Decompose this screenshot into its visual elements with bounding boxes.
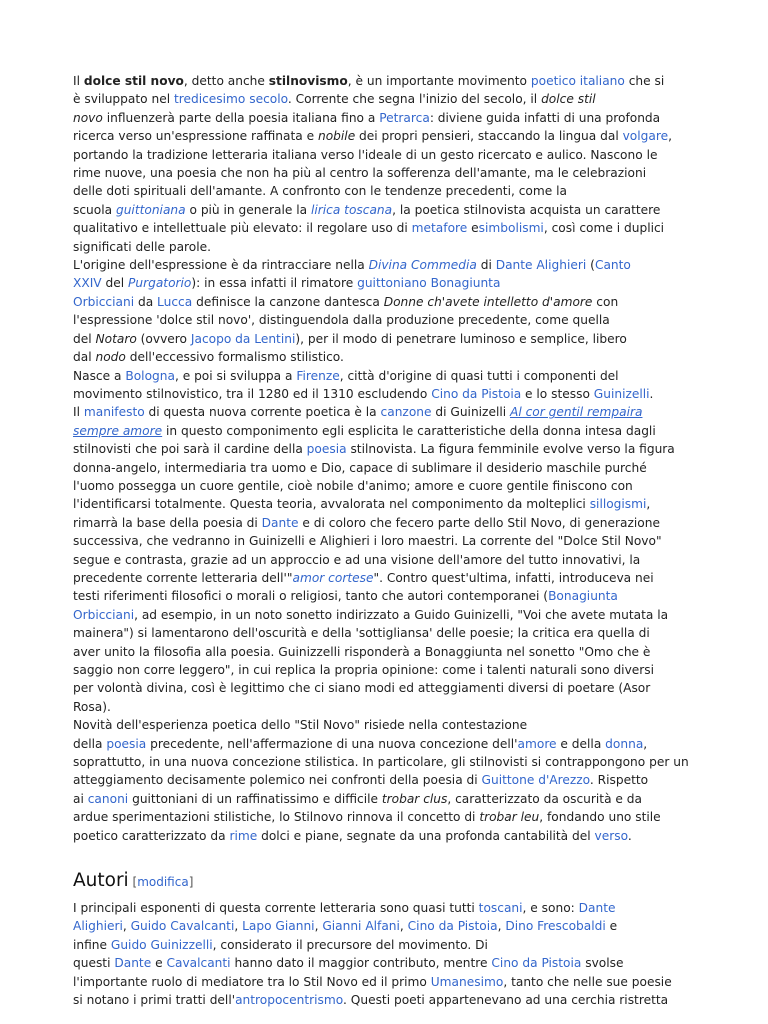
- text-span: guittoniani di un raffinatissimo e difficile: [128, 791, 382, 806]
- text-span: (: [586, 258, 595, 273]
- text-span: , detto anche: [183, 74, 269, 88]
- inline-link[interactable]: Dante Alighieri: [495, 258, 587, 273]
- inline-link[interactable]: poesia: [306, 442, 347, 457]
- text-span: di questa nuova corrente poetica è la: [144, 405, 381, 420]
- inline-link[interactable]: Guittone d'Arezzo: [481, 773, 590, 788]
- inline-link[interactable]: Lucca: [157, 294, 193, 309]
- inline-link[interactable]: donna: [605, 736, 644, 751]
- text-span: dell'eccessivo formalismo stilistico.: [125, 350, 344, 365]
- text-span: ,: [646, 497, 651, 512]
- inline-link[interactable]: Cavalcanti: [166, 956, 231, 971]
- text-span: l'espressione 'dolce stil novo', distinguendola dalla produzione precedente, come quella del: [73, 313, 610, 346]
- text-span: rimarrà la base della poesia di: [73, 515, 262, 530]
- inline-link[interactable]: sillogismi: [589, 497, 647, 512]
- inline-link[interactable]: Canto XXIV: [73, 258, 631, 291]
- text-span: e lo stesso: [521, 386, 594, 401]
- inline-link[interactable]: Lapo Gianni: [242, 919, 315, 934]
- edit-bracket-open: [: [128, 875, 138, 889]
- bold-text: dolce stil novo: [83, 74, 184, 88]
- text-span: influenzerà parte della poesia italiana fino a: [102, 110, 380, 125]
- text-span: L'origine dell'espressione è da rintracciare nella: [73, 258, 369, 273]
- text-span: che si: [624, 74, 665, 88]
- text-span: ): in essa infatti il rimatore: [191, 276, 358, 291]
- inline-link[interactable]: Petrarca: [379, 110, 430, 125]
- inline-link[interactable]: amor cortese: [292, 570, 374, 585]
- text-span: e della: [556, 736, 606, 751]
- text-span: e: [467, 221, 479, 236]
- text-span: del: [101, 276, 129, 291]
- article-content: [73, 72, 703, 1008]
- text-span: , città d'origine di quasi tutti i componenti del: [339, 368, 619, 383]
- edit-section: [129, 875, 194, 889]
- inline-link[interactable]: Gianni Alfani: [322, 919, 400, 934]
- text-span: in questo componimento egli esplicita le caratteristiche della donna intesa dagli: [162, 423, 656, 438]
- inline-link[interactable]: Cino da Pistoia: [491, 956, 582, 971]
- text-span: .: [627, 828, 632, 843]
- text-span: . Corrente che segna l'inizio del secolo, il: [287, 92, 542, 107]
- text-span: e: [151, 956, 167, 971]
- section-heading-autori: [73, 869, 193, 894]
- text-span: Il: [73, 74, 84, 88]
- text-span: con: [592, 294, 619, 309]
- inline-link[interactable]: Guinizelli: [593, 386, 650, 401]
- text-span: ". Contro quest'ultima, infatti, introduceva nei testi riferimenti filosofici o morali o religiosi, tanto che autori contemporanei (: [73, 570, 654, 604]
- text-span: movimento stilnovistico, tra il 1280 ed il 1310 escludendo: [73, 386, 432, 401]
- text-span: Notaro: [95, 331, 137, 346]
- text-span: soprattutto, in una nuova concezione stilistica. In particolare, gli stilnovisti si contrappongono per un atteggiamento decisamente polemico nei confronti della poesia di: [73, 755, 689, 788]
- inline-link[interactable]: Divina Commedia: [368, 258, 477, 273]
- text-span: di Guinizelli: [431, 405, 510, 420]
- text-span: stilnovista. La figura femminile evolve verso la figura donna-angelo, intermediaria tra uomo e Dio, capace di sublimare il desiderio maschile purché l'uomo possegga un cuore gentile, cioè nobile d'animo; amore e cuore gentile finiscono con l'identificarsi totalmente. Questa teoria, avvalorata nel componimento da molteplici: [73, 442, 675, 512]
- inline-link[interactable]: rime: [229, 828, 258, 843]
- paragraph-intro: [73, 72, 703, 256]
- text-span: o più in generale la: [185, 202, 311, 217]
- text-span: (ovvero: [136, 331, 191, 346]
- inline-link[interactable]: Dante Alighieri: [73, 901, 616, 934]
- inline-link[interactable]: tredicesimo secolo: [173, 92, 288, 107]
- inline-link[interactable]: Dante: [114, 956, 152, 971]
- inline-link[interactable]: poetico italiano: [530, 74, 625, 88]
- text-span: Novità dell'esperienza poetica dello "Stil Novo" risiede nella contestazione della: [73, 718, 528, 751]
- text-span: , tanto che nelle sue poesie si notano i primi tratti dell': [73, 974, 672, 1008]
- text-span: .: [649, 386, 654, 401]
- text-span: , ad esempio, in un noto sonetto indirizzato a Guido Guinizelli, "Voi che avete mutata la mainera") si lamentarono dell'oscurità e della 'sottigliansa' delle poesie; la critica era quella di aver unito la filosofia alla poesia. Guinizzelli risponderà a Bonaggiunta nel sonetto "Omo che è saggio non corre leggero", in cui replica la propria opinione: come i talenti naturali sono diversi per volontà divina, così è legittimo che ci siano modi ed atteggiamenti diversi di poetare (Asor Rosa).: [73, 607, 669, 714]
- text-span: , così come i duplici significati delle parole.: [73, 221, 665, 254]
- text-span: hanno dato il maggior contributo, mentre: [230, 956, 492, 971]
- inline-link[interactable]: verso: [594, 828, 628, 843]
- text-span: trobar leu: [479, 810, 540, 825]
- inline-link[interactable]: Umanesimo: [430, 974, 504, 989]
- text-span: , fondando uno stile poetico caratterizzato da: [73, 810, 661, 843]
- text-span: , la poetica stilnovista acquista un carattere: [392, 202, 661, 217]
- inline-link[interactable]: manifesto: [83, 405, 145, 420]
- inline-link[interactable]: amore: [517, 736, 557, 751]
- text-span: dei propri pensieri, staccando la lingua dal: [355, 129, 623, 144]
- text-span: nobile: [318, 129, 356, 144]
- text-span: , considerato il precursore del movimento. Di questi: [73, 937, 488, 971]
- text-span: ,: [314, 919, 323, 934]
- inline-link[interactable]: Cino da Pistoia: [431, 386, 522, 401]
- inline-link[interactable]: Jacopo da Lentini: [190, 331, 296, 346]
- text-span: : diviene guida infatti di una profonda: [429, 110, 661, 125]
- inline-link[interactable]: guittoniano: [357, 276, 427, 291]
- text-span: svolse l'importante ruolo di mediatore tra lo Stil Novo ed il primo: [73, 956, 624, 989]
- inline-link[interactable]: metafore: [411, 221, 468, 236]
- text-span: . Rispetto ai: [73, 773, 649, 806]
- text-span: qualitativo e intellettuale più elevato: il regolare uso di: [73, 221, 412, 236]
- text-span: ,: [234, 919, 243, 934]
- inline-link[interactable]: Dino Frescobaldi: [505, 919, 606, 934]
- text-span: portando la tradizione letteraria italiana verso l'ideale di un gesto ricercato e aulico. Nascono le rime nuove, una poesia che non ha più al centro la sofferenza dell'amante, ma le celebrazioni delle doti spirituali dell'amante. A confronto con le tendenze precedenti, come la scuola: [73, 147, 658, 217]
- text-span: ,: [668, 129, 672, 144]
- text-span: . Questi poeti appartenevano ad una cerchia ristretta: [343, 993, 669, 1008]
- bold-text: stilnovismo: [268, 74, 348, 88]
- inline-link[interactable]: Dante: [261, 515, 299, 530]
- text-span: trobar clus: [381, 791, 448, 806]
- paragraph-autori: [73, 899, 703, 1009]
- text-span: ricerca verso un'espressione raffinata e: [73, 129, 318, 144]
- inline-link[interactable]: Cino da Pistoia: [407, 919, 498, 934]
- inline-link[interactable]: Al cor gentil rempaira sempre amore: [73, 405, 643, 438]
- text-span: , e poi si sviluppa a: [174, 368, 297, 383]
- inline-link[interactable]: Bonagiunta Orbicciani: [73, 276, 501, 309]
- text-span: ardue sperimentazioni stilistiche, lo Stilnovo rinnova il concetto di: [73, 810, 480, 825]
- text-span: e di coloro che fecero parte dello Stil Novo, di generazione successiva, che vedranno in Guinizelli e Alighieri i loro maestri. La corrente del "Dolce Stil Novo" segue e contrasta, grazie ad un approccio e ad una visione dell'amore del tutto innovativi, la precedente corrente letteraria dell'": [73, 515, 662, 585]
- text-span: ,: [643, 736, 648, 751]
- inline-link[interactable]: Bologna: [125, 368, 175, 383]
- inline-link[interactable]: Purgatorio: [128, 276, 192, 291]
- paragraph-novita: [73, 716, 703, 845]
- text-span: definisce la canzone dantesca: [192, 294, 384, 309]
- paragraph-bologna: [73, 367, 703, 717]
- text-span: , e sono:: [522, 901, 579, 915]
- inline-link[interactable]: toscani: [478, 901, 523, 915]
- edit-section-link[interactable]: modifica: [137, 875, 189, 889]
- text-span: dal: [73, 350, 96, 365]
- text-span: , è un importante movimento: [347, 74, 531, 88]
- text-span: ,: [497, 919, 506, 934]
- text-span: I principali esponenti di questa corrente letteraria sono quasi tutti: [73, 901, 479, 915]
- text-span: di: [476, 258, 496, 273]
- inline-link[interactable]: simbolismi: [478, 221, 544, 236]
- text-span: ,: [122, 919, 131, 934]
- inline-link[interactable]: canoni: [87, 791, 129, 806]
- text-span: ,: [399, 919, 408, 934]
- text-span: dolce stil novo: [73, 92, 596, 125]
- paragraph-origin: [73, 256, 703, 366]
- text-span: nodo: [95, 350, 126, 365]
- inline-link[interactable]: lirica toscana: [310, 202, 393, 217]
- text-span: è sviluppato nel: [73, 92, 174, 107]
- text-span: ), per il modo di penetrare luminoso e semplice, libero: [295, 331, 627, 346]
- inline-link[interactable]: antropocentrismo: [235, 993, 343, 1008]
- text-span: stilnovisti che poi sarà il cardine della: [73, 442, 307, 457]
- inline-link[interactable]: Firenze: [296, 368, 340, 383]
- text-span: Nasce a: [73, 368, 126, 383]
- inline-link[interactable]: guittoniana: [115, 202, 186, 217]
- inline-link[interactable]: canzone: [380, 405, 432, 420]
- text-span: dolci e piane, segnate da una profonda cantabilità del: [257, 828, 595, 843]
- text-span: , caratterizzato da oscurità e da: [447, 791, 642, 806]
- text-span: Donne ch'avete intelletto d'amore: [383, 294, 593, 309]
- text-span: da: [134, 294, 158, 309]
- text-span: Il: [73, 405, 84, 420]
- text-span: precedente, nell'affermazione di una nuova concezione dell': [146, 736, 518, 751]
- section-title: Autori: [73, 870, 129, 891]
- inline-link[interactable]: Guido Guinizzelli: [110, 937, 213, 952]
- inline-link[interactable]: Bonagiunta Orbicciani: [73, 589, 618, 622]
- inline-link[interactable]: poesia: [106, 736, 147, 751]
- inline-link[interactable]: Guido Cavalcanti: [130, 919, 235, 934]
- inline-link[interactable]: volgare: [622, 129, 669, 144]
- edit-bracket-close: ]: [188, 875, 194, 889]
- text-span: e infine: [73, 919, 618, 952]
